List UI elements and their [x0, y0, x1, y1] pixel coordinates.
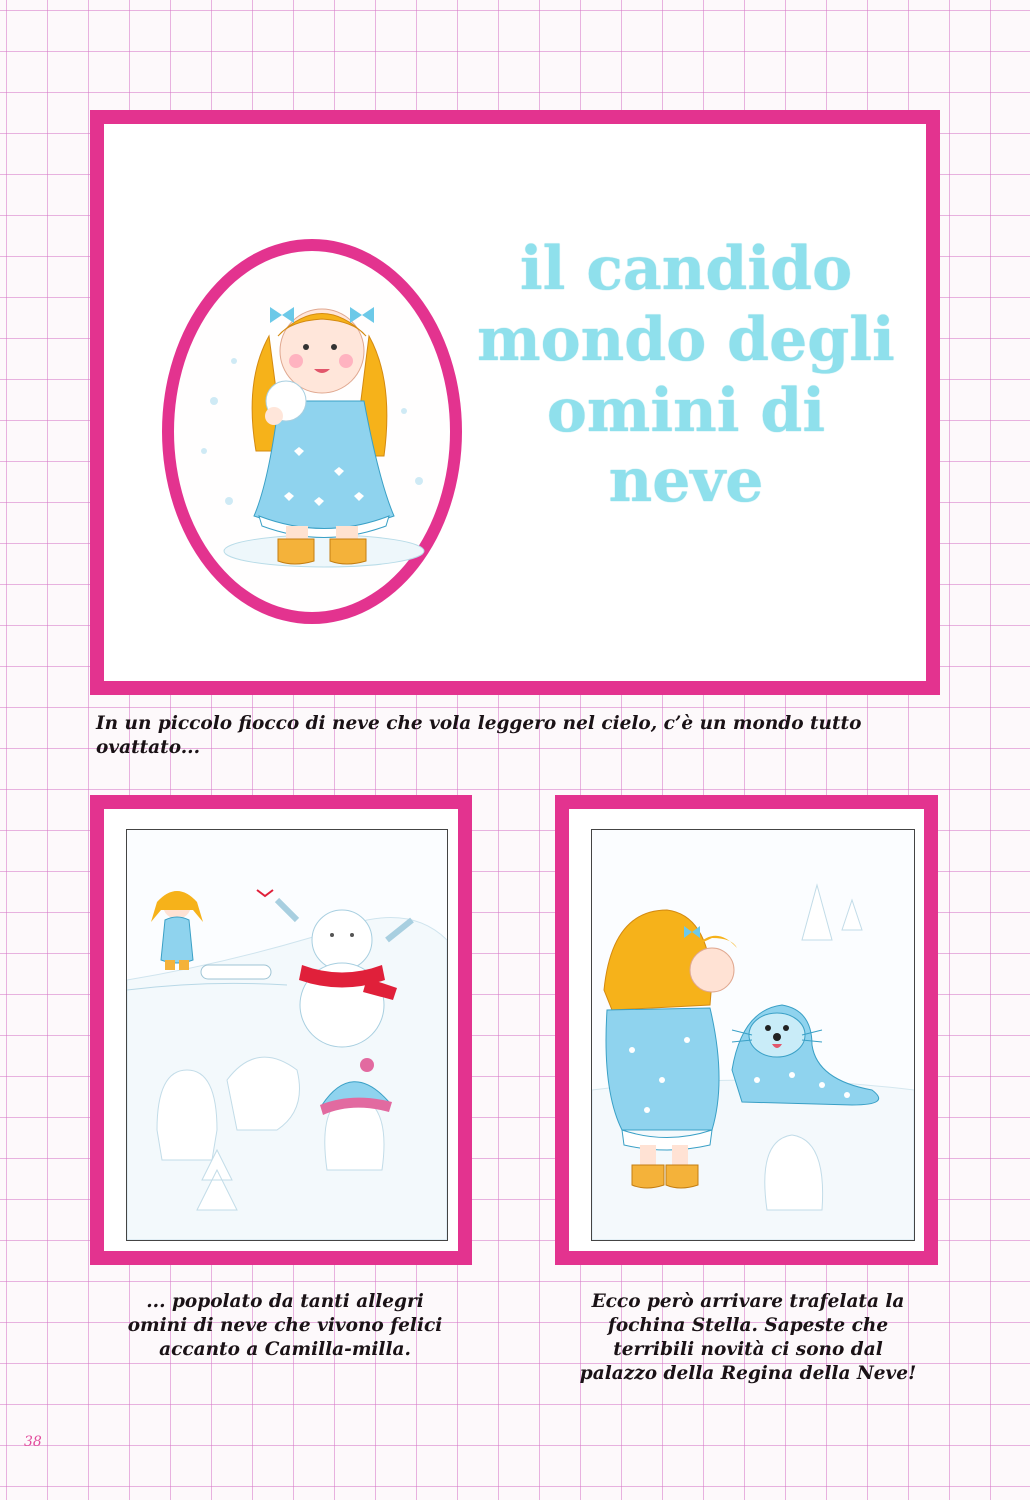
left-caption — [95, 1290, 475, 1362]
left-illustration-frame — [126, 829, 448, 1241]
right-caption — [548, 1290, 948, 1386]
title-line: il candido — [519, 234, 853, 304]
caption-line: ... popolato da tanti allegri — [146, 1291, 424, 1312]
title-line: omini di — [546, 375, 826, 446]
caption-line: omini di neve che vivono felici — [127, 1315, 443, 1336]
caption-line: fochina Stella. Sapeste che — [607, 1315, 889, 1336]
title-line: neve — [608, 446, 764, 517]
oval-portrait-frame — [162, 239, 462, 624]
caption-line: terribili novità ci sono dal — [613, 1339, 883, 1360]
intro-line: In un piccolo fiocco di neve che vola leggero nel cielo, c’è un mondo tutto — [96, 713, 862, 734]
intro-line: ovattato... — [96, 737, 201, 758]
right-illustration-frame — [591, 829, 915, 1241]
story-title — [466, 234, 906, 517]
title-panel — [90, 110, 940, 695]
title-line: mondo degli — [477, 304, 895, 375]
caption-line: accanto a Camilla-milla. — [159, 1339, 411, 1360]
intro-paragraph — [96, 712, 936, 760]
girl-holding-snowball-illustration — [174, 251, 450, 612]
caption-line: Ecco però arrivare trafelata la — [591, 1291, 905, 1312]
girl-with-snowmen-illustration — [127, 830, 447, 1240]
left-illustration-panel — [90, 795, 472, 1265]
girl-with-seal-stella-illustration — [592, 830, 914, 1240]
page-number: 38 — [24, 1434, 42, 1450]
right-illustration-panel — [555, 795, 938, 1265]
caption-line: palazzo della Regina della Neve! — [579, 1363, 917, 1384]
